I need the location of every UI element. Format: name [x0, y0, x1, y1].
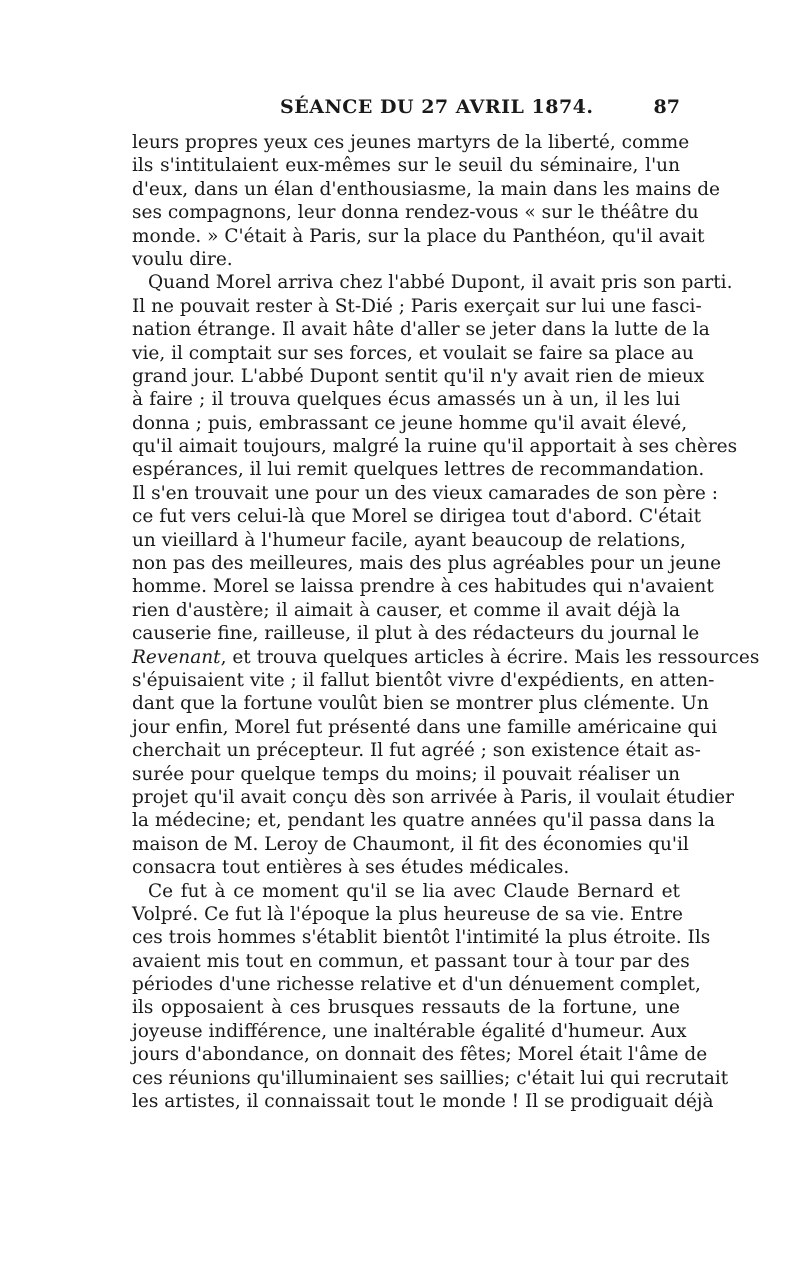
text-line: nation étrange. Il avait hâte d'aller se jeter dans la lutte de la	[132, 319, 710, 341]
text-line: donna ; puis, embrassant ce jeune homme qu'il avait élevé,	[132, 412, 688, 434]
text-line: Revenant, et trouva quelques articles à écrire. Mais les ressources	[132, 646, 760, 668]
text-line: espérances, il lui remit quelques lettres de recommandation.	[132, 459, 705, 481]
text-line: ces trois hommes s'établit bientôt l'intimité la plus étroite. Ils	[132, 927, 711, 949]
journal-title: Revenant	[132, 646, 221, 668]
text-line: joyeuse indifférence, une inaltérable égalité d'humeur. Aux	[132, 1020, 687, 1042]
text-line: consacra tout entières à ses études médicales.	[132, 857, 570, 879]
text-line: dant que la fortune voulût bien se montrer plus clémente. Un	[132, 693, 709, 715]
text-line: non pas des meilleures, mais des plus agréables pour un jeune	[132, 553, 722, 575]
text-line: monde. » C'était à Paris, sur la place du Panthéon, qu'il avait	[132, 225, 705, 247]
text-line: voulu dire.	[132, 248, 233, 270]
text-line: vie, il comptait sur ses forces, et voulait se faire sa place au	[132, 342, 694, 364]
text-line: un vieillard à l'humeur facile, ayant beaucoup de relations,	[132, 529, 686, 551]
text-line: rien d'austère; il aimait à causer, et comme il avait déjà la	[132, 599, 680, 621]
text-line: Il ne pouvait rester à St-Dié ; Paris exerçait sur lui une fasci-	[132, 295, 702, 317]
text-line: périodes d'une richesse relative et d'un dénuement complet,	[132, 974, 701, 996]
text-line: maison de M. Leroy de Chaumont, il fit des économies qu'il	[132, 833, 689, 855]
running-title: SÉANCE DU 27 AVRIL 1874.	[280, 96, 594, 118]
text-line: homme. Morel se laissa prendre à ces habitudes qui n'avaient	[132, 576, 714, 598]
text-line: leurs propres yeux ces jeunes martyrs de la liberté, comme	[132, 132, 690, 153]
text-line: Volpré. Ce fut là l'époque la plus heureuse de sa vie. Entre	[132, 903, 683, 925]
page-number: 87	[653, 96, 680, 118]
text-line: projet qu'il avait conçu dès son arrivée à Paris, il voulait étudier	[132, 786, 734, 808]
text-line: ces réunions qu'illuminaient ses saillies; c'était lui qui recrutait	[132, 1067, 729, 1089]
text-line: ils opposaient à ces brusques ressauts de la fortune, une	[132, 997, 680, 1019]
text-line: jours d'abondance, on donnait des fêtes; Morel était l'âme de	[132, 1044, 708, 1066]
running-head	[132, 96, 680, 120]
text-line: ses compagnons, leur donna rendez-vous « sur le théâtre du	[132, 202, 699, 224]
text-line: Il s'en trouvait une pour un des vieux camarades de son père :	[132, 482, 718, 504]
text-line: qu'il aimait toujours, malgré la ruine qu'il apportait à ses chères	[132, 436, 738, 458]
text-line: grand jour. L'abbé Dupont sentit qu'il n'y avait rien de mieux	[132, 365, 705, 387]
text-line: surée pour quelque temps du moins; il pouvait réaliser un	[132, 763, 680, 785]
body-text	[132, 131, 760, 1113]
text-line: à faire ; il trouva quelques écus amassés un à un, il les lui	[132, 389, 680, 411]
text-line: avaient mis tout en commun, et passant tour à tour par des	[132, 950, 690, 972]
text-line: la médecine; et, pendant les quatre années qu'il passa dans la	[132, 810, 716, 832]
text-line: les artistes, il connaissait tout le monde ! Il se prodiguait déjà	[132, 1091, 714, 1113]
text-line: Ce fut à ce moment qu'il se lia avec Claude Bernard et	[148, 880, 680, 902]
text-line: jour enfin, Morel fut présenté dans une famille américaine qui	[132, 716, 718, 738]
text-line: ils s'intitulaient eux-mêmes sur le seuil du séminaire, l'un	[132, 155, 680, 177]
text-line: ce fut vers celui-là que Morel se dirigea tout d'abord. C'était	[132, 506, 702, 528]
text-line: causerie fine, railleuse, il plut à des rédacteurs du journal le	[132, 623, 700, 645]
text-line: d'eux, dans un élan d'enthousiasme, la main dans les mains de	[132, 178, 721, 200]
text-line: cherchait un précepteur. Il fut agréé ; son existence était as-	[132, 740, 701, 762]
text-line: Quand Morel arriva chez l'abbé Dupont, il avait pris son parti.	[148, 272, 733, 294]
text-line: s'épuisaient vite ; il fallut bientôt vivre d'expédients, en atten-	[132, 669, 715, 691]
